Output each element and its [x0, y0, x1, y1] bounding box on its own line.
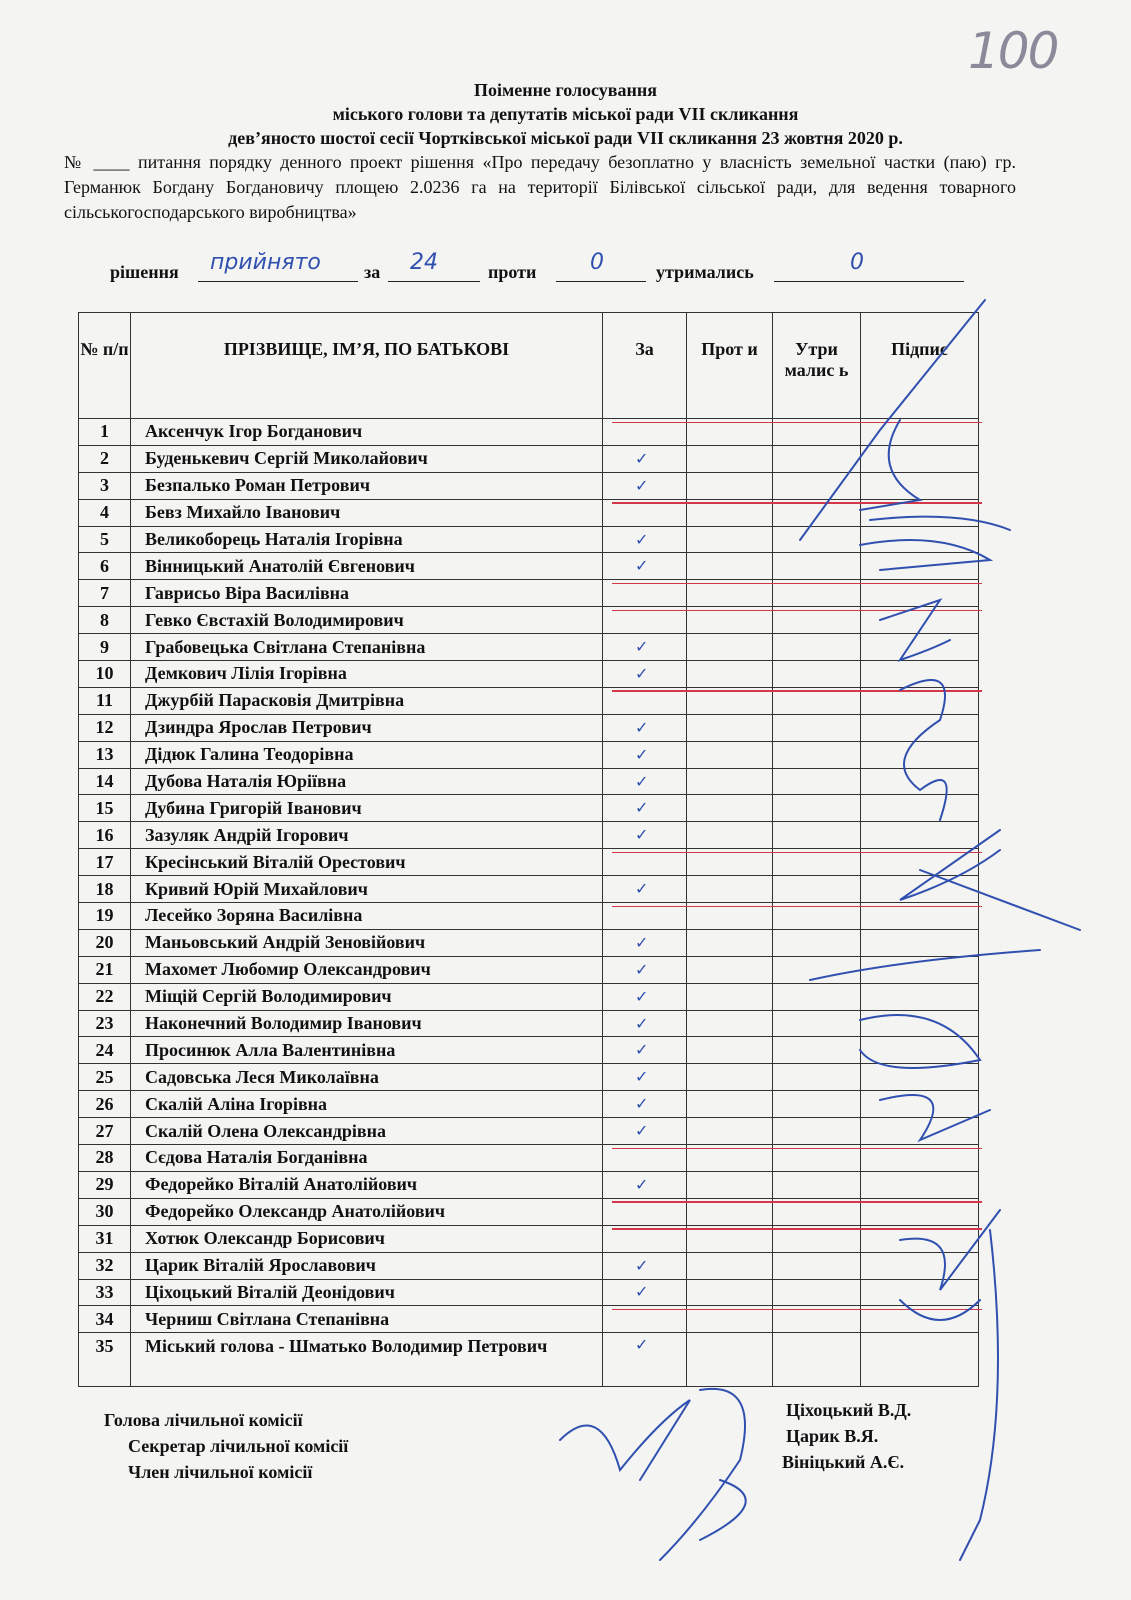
row-name: Скалій Олена Олександрівна [131, 1118, 603, 1145]
strike-line [612, 1148, 982, 1150]
check-mark-icon: ✓ [635, 961, 649, 979]
row-against [687, 1010, 773, 1037]
row-signature [861, 1118, 979, 1145]
check-mark-icon: ✓ [635, 1123, 649, 1141]
row-abstain [773, 1037, 861, 1064]
row-name: Сєдова Наталія Богданівна [131, 1145, 603, 1172]
row-name: Великоборець Наталія Ігорівна [131, 526, 603, 553]
row-against [687, 741, 773, 768]
row-against [687, 445, 773, 472]
row-number: 10 [79, 661, 131, 688]
table-row [79, 634, 979, 661]
strike-line [612, 1228, 982, 1230]
check-mark-icon: ✓ [635, 531, 649, 549]
row-abstain [773, 795, 861, 822]
row-against [687, 876, 773, 903]
check-mark-icon: ✓ [635, 1337, 649, 1355]
row-abstain [773, 741, 861, 768]
header-for: За [603, 313, 687, 419]
row-against [687, 983, 773, 1010]
check-mark-icon: ✓ [635, 881, 649, 899]
row-name: Демкович Лілія Ігорівна [131, 661, 603, 688]
row-against [687, 822, 773, 849]
table-row [79, 714, 979, 741]
check-mark-icon: ✓ [635, 665, 649, 683]
row-name: Черниш Світлана Степанівна [131, 1306, 603, 1333]
row-for-mark [603, 1171, 687, 1198]
table-header-row [79, 313, 979, 419]
row-number: 13 [79, 741, 131, 768]
check-mark-icon: ✓ [635, 1257, 649, 1275]
row-signature [861, 526, 979, 553]
row-for-mark [603, 1064, 687, 1091]
row-number: 28 [79, 1145, 131, 1172]
row-abstain [773, 1333, 861, 1387]
table-row [79, 929, 979, 956]
row-abstain [773, 445, 861, 472]
row-number: 14 [79, 768, 131, 795]
row-abstain [773, 472, 861, 499]
chair-name: Ціхоцький В.Д. [786, 1400, 912, 1420]
strike-line [612, 583, 982, 585]
row-number: 31 [79, 1225, 131, 1252]
row-name: Маньовський Андрій Зеновійович [131, 929, 603, 956]
row-signature [861, 445, 979, 472]
row-number: 18 [79, 876, 131, 903]
row-signature [861, 795, 979, 822]
row-name: Гевко Євстахій Володимирович [131, 607, 603, 634]
table-row [79, 822, 979, 849]
row-signature [861, 876, 979, 903]
strike-line [612, 610, 982, 612]
row-number: 11 [79, 687, 131, 714]
row-name: Скалій Аліна Ігорівна [131, 1091, 603, 1118]
check-mark-icon: ✓ [635, 1096, 649, 1114]
row-name: Федорейко Олександр Анатолійович [131, 1198, 603, 1225]
row-abstain [773, 822, 861, 849]
decision-underline [198, 281, 358, 282]
row-for-mark [603, 983, 687, 1010]
row-for-mark [603, 1118, 687, 1145]
check-mark-icon: ✓ [635, 934, 649, 952]
table-row [79, 1010, 979, 1037]
row-abstain [773, 1279, 861, 1306]
row-number: 8 [79, 607, 131, 634]
row-number: 24 [79, 1037, 131, 1064]
row-name: Садовська Леся Миколаївна [131, 1064, 603, 1091]
row-name: Дубова Наталія Юріївна [131, 768, 603, 795]
check-mark-icon: ✓ [635, 1176, 649, 1194]
check-mark-icon: ✓ [635, 1015, 649, 1033]
row-number: 27 [79, 1118, 131, 1145]
header-against: Прот и [687, 313, 773, 419]
table-row [79, 1118, 979, 1145]
against-value: 0 [590, 250, 604, 275]
doc-subtitle: міського голови та депутатів міської ради VII скликання [332, 104, 799, 124]
row-name: Ціхоцький Віталій Деонідович [131, 1279, 603, 1306]
check-mark-icon: ✓ [635, 1284, 649, 1302]
check-mark-icon: ✓ [635, 1042, 649, 1060]
vote-table [78, 312, 979, 1387]
row-for-mark [603, 1252, 687, 1279]
table-row [79, 795, 979, 822]
row-number: 33 [79, 1279, 131, 1306]
row-name: Міщій Сергій Володимирович [131, 983, 603, 1010]
header-num: № п/п [79, 313, 131, 419]
member-name: Вініцький А.Є. [782, 1452, 905, 1472]
row-name: Кресінський Віталій Орестович [131, 849, 603, 876]
abstain-value: 0 [850, 250, 864, 275]
member-label: Член лічильної комісії [128, 1462, 313, 1482]
row-signature [861, 1091, 979, 1118]
row-name: Федорейко Віталій Анатолійович [131, 1171, 603, 1198]
row-signature [861, 768, 979, 795]
row-number: 3 [79, 472, 131, 499]
row-for-mark [603, 634, 687, 661]
check-mark-icon: ✓ [635, 800, 649, 818]
row-name: Хотюк Олександр Борисович [131, 1225, 603, 1252]
check-mark-icon: ✓ [635, 558, 649, 576]
row-for-mark [603, 553, 687, 580]
secretary-name: Царик В.Я. [786, 1426, 879, 1446]
row-signature [861, 1171, 979, 1198]
row-against [687, 768, 773, 795]
row-signature [861, 929, 979, 956]
row-number: 20 [79, 929, 131, 956]
row-abstain [773, 1118, 861, 1145]
strike-line [612, 502, 982, 504]
table-row [79, 472, 979, 499]
table-row [79, 445, 979, 472]
table-row [79, 1091, 979, 1118]
row-for-mark [603, 876, 687, 903]
row-against [687, 1064, 773, 1091]
strike-line [612, 1309, 982, 1311]
secretary-label: Секретар лічильної комісії [128, 1436, 349, 1456]
row-against [687, 526, 773, 553]
row-for-mark [603, 1333, 687, 1387]
row-number: 26 [79, 1091, 131, 1118]
row-name: Кривий Юрій Михайлович [131, 876, 603, 903]
check-mark-icon: ✓ [635, 477, 649, 495]
table-row [79, 1037, 979, 1064]
table-row [79, 1252, 979, 1279]
row-against [687, 1037, 773, 1064]
row-signature [861, 822, 979, 849]
row-against [687, 956, 773, 983]
row-against [687, 661, 773, 688]
row-abstain [773, 1171, 861, 1198]
row-name: Зазуляк Андрій Ігорович [131, 822, 603, 849]
row-number: 25 [79, 1064, 131, 1091]
row-signature [861, 1064, 979, 1091]
row-number: 21 [79, 956, 131, 983]
row-abstain [773, 634, 861, 661]
row-against [687, 553, 773, 580]
row-number: 34 [79, 1306, 131, 1333]
abstain-underline [774, 281, 964, 282]
row-name: Наконечний Володимир Іванович [131, 1010, 603, 1037]
check-mark-icon: ✓ [635, 1069, 649, 1087]
row-abstain [773, 714, 861, 741]
row-abstain [773, 768, 861, 795]
strike-line [612, 422, 982, 424]
row-abstain [773, 661, 861, 688]
row-signature [861, 956, 979, 983]
check-mark-icon: ✓ [635, 773, 649, 791]
row-number: 9 [79, 634, 131, 661]
row-name: Махомет Любомир Олександрович [131, 956, 603, 983]
row-against [687, 929, 773, 956]
decision-label: рішення [110, 262, 179, 282]
table-row [79, 1279, 979, 1306]
for-value: 24 [410, 250, 438, 275]
strike-line [612, 852, 982, 854]
row-signature [861, 1037, 979, 1064]
row-against [687, 1333, 773, 1387]
row-name: Дубина Григорій Іванович [131, 795, 603, 822]
row-abstain [773, 526, 861, 553]
row-abstain [773, 1091, 861, 1118]
table-row [79, 768, 979, 795]
row-for-mark [603, 929, 687, 956]
row-number: 22 [79, 983, 131, 1010]
vote-rows [79, 419, 979, 1387]
row-number: 23 [79, 1010, 131, 1037]
row-against [687, 1118, 773, 1145]
row-number: 4 [79, 499, 131, 526]
row-number: 5 [79, 526, 131, 553]
row-signature [861, 1333, 979, 1387]
row-name: Буденькевич Сергій Миколайович [131, 445, 603, 472]
abstain-label: утримались [656, 262, 754, 282]
strike-line [612, 1201, 982, 1203]
header-abstain: Утри малис ь [773, 313, 861, 419]
row-signature [861, 553, 979, 580]
row-for-mark [603, 1010, 687, 1037]
row-name: Міський голова - Шматько Володимир Петрович [131, 1333, 603, 1387]
chair-label: Голова лічильної комісії [104, 1410, 303, 1430]
session-line: дев’яносто шостої сесії Чортківської міської ради VII скликання 23 жовтня 2020 р. [228, 128, 903, 148]
for-label: за [364, 262, 381, 282]
row-abstain [773, 1252, 861, 1279]
row-for-mark [603, 472, 687, 499]
table-row [79, 1171, 979, 1198]
row-for-mark [603, 714, 687, 741]
agenda-question: № ____ питання порядку денного проект рішення «Про передачу безоплатно у власність земельної частки (паю) гр. Германюк Богдану Богдановичу площею 2.0236 га на території Білівської сільської ради, для ведення товарного сільськогосподарського виробництва» [64, 152, 1016, 222]
row-abstain [773, 1064, 861, 1091]
row-for-mark [603, 768, 687, 795]
table-row [79, 1333, 979, 1387]
row-number: 7 [79, 580, 131, 607]
row-name: Бевз Михайло Іванович [131, 499, 603, 526]
row-number: 32 [79, 1252, 131, 1279]
row-signature [861, 714, 979, 741]
row-number: 29 [79, 1171, 131, 1198]
row-abstain [773, 929, 861, 956]
table-row [79, 661, 979, 688]
row-against [687, 1279, 773, 1306]
check-mark-icon: ✓ [635, 988, 649, 1006]
row-name: Гаврисьо Віра Василівна [131, 580, 603, 607]
row-for-mark [603, 1279, 687, 1306]
for-underline [388, 281, 480, 282]
row-for-mark [603, 445, 687, 472]
row-signature [861, 983, 979, 1010]
header-name: ПРІЗВИЩЕ, ІМ’Я, ПО БАТЬКОВІ [131, 313, 603, 419]
table-row [79, 526, 979, 553]
row-name: Джурбій Парасковія Дмитрівна [131, 687, 603, 714]
row-abstain [773, 956, 861, 983]
row-name: Дідюк Галина Теодорівна [131, 741, 603, 768]
decision-value: прийнято [210, 250, 321, 275]
row-for-mark [603, 1091, 687, 1118]
row-name: Аксенчук Ігор Богданович [131, 419, 603, 446]
row-number: 30 [79, 1198, 131, 1225]
table-row [79, 956, 979, 983]
table-row [79, 983, 979, 1010]
row-number: 16 [79, 822, 131, 849]
table-row [79, 876, 979, 903]
row-signature [861, 661, 979, 688]
row-abstain [773, 876, 861, 903]
check-mark-icon: ✓ [635, 746, 649, 764]
row-number: 1 [79, 419, 131, 446]
row-abstain [773, 553, 861, 580]
page-number: 100 [968, 22, 1058, 80]
row-for-mark [603, 526, 687, 553]
table-row [79, 741, 979, 768]
row-name: Вінницький Анатолій Євгенович [131, 553, 603, 580]
row-number: 6 [79, 553, 131, 580]
row-against [687, 1171, 773, 1198]
check-mark-icon: ✓ [635, 827, 649, 845]
row-number: 35 [79, 1333, 131, 1387]
row-name: Лесейко Зоряна Василівна [131, 903, 603, 930]
row-signature [861, 634, 979, 661]
row-against [687, 795, 773, 822]
row-against [687, 1252, 773, 1279]
row-number: 2 [79, 445, 131, 472]
row-for-mark [603, 1037, 687, 1064]
row-signature [861, 741, 979, 768]
row-name: Просинюк Алла Валентинівна [131, 1037, 603, 1064]
check-mark-icon: ✓ [635, 450, 649, 468]
row-name: Дзиндра Ярослав Петрович [131, 714, 603, 741]
row-number: 12 [79, 714, 131, 741]
row-for-mark [603, 741, 687, 768]
row-for-mark [603, 822, 687, 849]
row-signature [861, 1279, 979, 1306]
row-for-mark [603, 795, 687, 822]
header-signature: Підпис [861, 313, 979, 419]
row-number: 15 [79, 795, 131, 822]
row-number: 17 [79, 849, 131, 876]
strike-line [612, 690, 982, 692]
table-row [79, 1064, 979, 1091]
strike-line [612, 906, 982, 908]
row-abstain [773, 1010, 861, 1037]
row-name: Грабовецька Світлана Степанівна [131, 634, 603, 661]
row-abstain [773, 983, 861, 1010]
row-against [687, 472, 773, 499]
row-signature [861, 1252, 979, 1279]
row-against [687, 1091, 773, 1118]
table-row [79, 553, 979, 580]
against-label: проти [488, 262, 537, 282]
row-name: Безпалько Роман Петрович [131, 472, 603, 499]
row-against [687, 714, 773, 741]
row-signature [861, 472, 979, 499]
row-for-mark [603, 956, 687, 983]
check-mark-icon: ✓ [635, 719, 649, 737]
against-underline [556, 281, 646, 282]
check-mark-icon: ✓ [635, 639, 649, 657]
row-number: 19 [79, 903, 131, 930]
row-against [687, 634, 773, 661]
row-for-mark [603, 661, 687, 688]
doc-title: Поіменне голосування [473, 80, 658, 100]
row-name: Царик Віталій Ярославович [131, 1252, 603, 1279]
row-signature [861, 1010, 979, 1037]
